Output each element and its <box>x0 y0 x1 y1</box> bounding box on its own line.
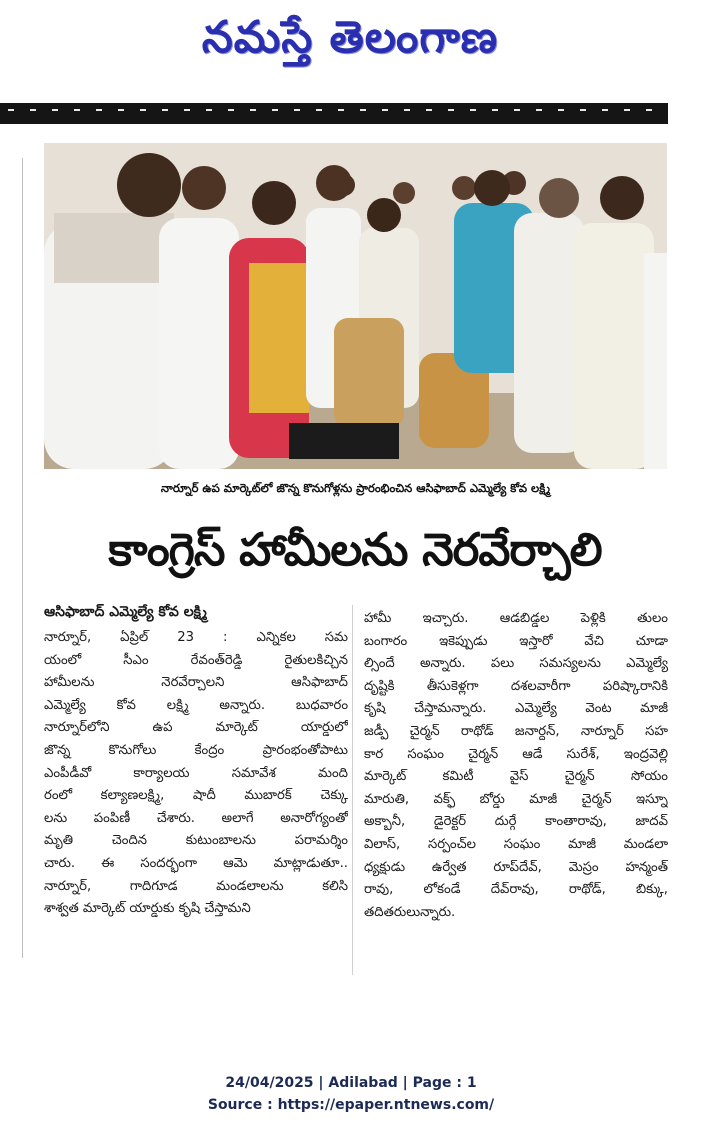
article-line: నార్నూర్‌లోని ఉప మార్కెట్ యార్డులో <box>44 720 348 736</box>
article-line: జొన్న కొనుగోలు కేంద్రం ప్రారంభంతోపాటు <box>44 742 348 758</box>
photo-caption: నార్నూర్ ఉప మార్కెట్‌లో జొన్న కొనుగోళ్లను ప్రారంభించిన ఆసిఫాబాద్ ఎమ్మెల్యే కోవ లక్ష్మి <box>160 481 551 495</box>
edition-info: 24/04/2025 | Adilabad | Page : 1 <box>225 1075 477 1091</box>
divider-dash <box>30 109 36 111</box>
divider-dash <box>294 109 300 111</box>
divider-dash <box>338 109 344 111</box>
divider-dash <box>646 109 652 111</box>
divider-dash <box>558 109 564 111</box>
article-line: యంలో సీఎం రేవంత్‌రెడ్డి రైతులకిచ్చిన <box>44 652 348 668</box>
divider-dash <box>514 109 520 111</box>
divider-dash <box>206 109 212 111</box>
divider-dash <box>52 109 58 111</box>
newspaper-logo: నమస్తే తెలంగాణ <box>201 12 499 63</box>
article-line: బంగారం ఇకెప్పుడు ఇస్తారో వేచి చూడా <box>364 633 668 649</box>
article-line: శాశ్వత మార్కెట్ యార్డుకు కృషి చేస్తామని <box>44 901 251 917</box>
article-line: రావు, లోకండే దేవ్‌రావు, రాథోడ్, బిక్కు, <box>364 882 668 898</box>
divider-dash <box>228 109 234 111</box>
article-line: ఎమ్మెల్యే కోవ లక్ష్మి అన్నారు. బుధవారం <box>44 697 348 713</box>
article-line: ల్సిందే అన్నారు. పలు సమస్యలను ఎమ్మెల్యే <box>364 656 668 672</box>
article-line: రంలో కల్యాణలక్ష్మి, షాదీ ముబారక్ చెక్కు <box>44 788 348 804</box>
article-line: హామీలను నెరవేర్చాలని ఆసిఫాబాద్ <box>44 675 348 691</box>
divider-dash <box>426 109 432 111</box>
article-line: మృతి చెందిన కుటుంబాలను పరామర్శిం <box>44 833 348 849</box>
article-line: ధ్యక్షుడు ఉర్వేత రూప్‌దేవ్, మెస్రం హన్మంత్ <box>364 859 668 875</box>
divider-dash <box>140 109 146 111</box>
article-line: కృషి చేస్తామన్నారు. ఎమ్మెల్యే వెంట మాజీ <box>364 701 668 717</box>
masthead <box>0 0 702 78</box>
divider-dash <box>624 109 630 111</box>
divider-dash <box>74 109 80 111</box>
source-link[interactable]: Source : https://epaper.ntnews.com/ <box>207 1097 495 1113</box>
article-line: మార్కెట్ కమిటీ వైస్ చైర్మన్ సోయం <box>364 769 668 785</box>
divider-dash <box>580 109 586 111</box>
divider-dash <box>272 109 278 111</box>
divider-dash <box>382 109 388 111</box>
article-line: లను పంపిణీ చేశారు. అలాగే అనారోగ్యంతో <box>44 810 348 826</box>
divider-dash <box>602 109 608 111</box>
divider-dash <box>184 109 190 111</box>
article-line: కార సంఘం చైర్మన్ ఆడే సురేశ్, ఇంద్రవెల్లి <box>364 746 668 762</box>
divider-dash <box>470 109 476 111</box>
article-line: తదితరులున్నారు. <box>364 904 456 920</box>
divider-dash <box>492 109 498 111</box>
left-column-rule <box>22 158 23 958</box>
article-line: విలాస్, సర్పంచ్‌ల సంఘం మాజీ మండలా <box>364 836 668 852</box>
article-column-left <box>44 627 348 921</box>
divider-dash <box>536 109 542 111</box>
article-line: జడ్పీ చైర్మన్ రాథోడ్ జనార్దన్, నార్నూర్ సహ <box>364 723 668 739</box>
article-line: నార్నూర్, ఏప్రిల్ 23 : ఎన్నికల సమ <box>44 630 348 645</box>
article-column-right <box>364 608 668 924</box>
article-line: చారు. ఈ సందర్భంగా ఆమె మాట్లాడుతూ.. <box>44 855 348 871</box>
article-line: అక్బానీ, డైరెక్టర్ దుర్గే కాంతారావు, జాదవ్ <box>364 814 668 830</box>
divider-dash <box>316 109 322 111</box>
column-separator <box>352 605 353 975</box>
article-byline: ఆసిఫాబాద్ ఎమ్మెల్యే కోవ లక్ష్మి <box>44 604 207 620</box>
article-headline: కాంగ్రెస్ హామీలను నెరవేర్చాలి <box>108 523 602 576</box>
divider-dash <box>250 109 256 111</box>
divider-dash <box>118 109 124 111</box>
article-line: నార్నూర్, గాదిగూడ మండలాలను కలిసి <box>44 878 348 894</box>
article-line: దృష్టికి తీసుకెళ్లగా దశలవారీగా పరిష్కారానికి <box>364 678 668 694</box>
article-line: హామీ ఇచ్చారు. ఆడబిడ్డల పెళ్లికి తులం <box>364 611 668 626</box>
news-photo <box>44 143 667 469</box>
article-line: మారుతి, వక్ఫ్ బోర్డు మాజీ చైర్మన్ ఇస్నూ <box>364 791 668 807</box>
divider-dash <box>360 109 366 111</box>
page-footer <box>0 1072 702 1116</box>
divider-dash <box>96 109 102 111</box>
article-line: ఎంపీడీవో కార్యాలయ సమావేశ మంది <box>44 765 348 781</box>
divider-dash <box>8 109 14 111</box>
masthead-divider <box>0 103 668 124</box>
divider-dash <box>404 109 410 111</box>
divider-dash <box>162 109 168 111</box>
divider-dash <box>448 109 454 111</box>
